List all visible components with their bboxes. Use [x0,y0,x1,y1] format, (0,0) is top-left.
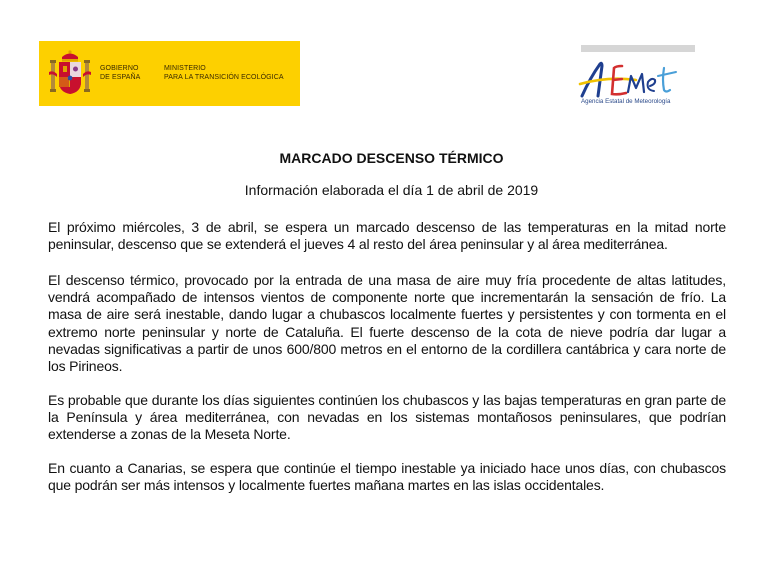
government-name-line2: DE ESPAÑA [100,73,141,81]
paragraph-3: Es probable que durante los días siguientes continúen los chubascos y las bajas temperaturas en gran parte de la Península y área mediterránea, con nevadas en los sistemas montañosos peninsulares, que podrían extenderse a zonas de la Meseta Norte. [48,392,726,443]
ministry-name-line1: MINISTERIO [164,65,206,72]
document-title: MARCADO DESCENSO TÉRMICO [279,150,504,166]
coat-of-arms-icon [48,48,92,98]
ministry-name-line2: PARA LA TRANSICIÓN ECOLÓGICA [164,73,284,81]
aemet-logo-bar [581,45,695,52]
aemet-logo-icon [578,58,688,100]
paragraph-1: El próximo miércoles, 3 de abril, se espera un marcado descenso de las temperaturas en la mitad norte peninsular, descenso que se extenderá el jueves 4 al resto del área peninsular y al área mediterránea. [48,219,726,253]
government-name-line1: GOBIERNO [100,65,139,72]
paragraph-4: En cuanto a Canarias, se espera que continúe el tiempo inestable ya iniciado hace unos días, con chubascos que podrán ser más intensos y localmente fuertes mañana martes en las islas occidentales. [48,460,726,494]
ministry-name [164,65,284,82]
document-subtitle: Información elaborada el día 1 de abril de 2019 [244,182,539,198]
paragraph-2: El descenso térmico, provocado por la entrada de una masa de aire muy fría procedente de altas latitudes, vendrá acompañado de intensos vientos de componente norte que incrementarán la sensación de frío. La masa de aire será inestable, dando lugar a chubascos localmente fuertes y persistentes y con tormenta en el extremo norte peninsular y norte de Cataluña. El fuerte descenso de la cota de nieve podría dar lugar a nevadas significativas a partir de unos 600/800 metros en el entorno de la cordillera cantábrica y cara norte de los Pirineos. [48,272,726,375]
government-logo-banner [39,41,300,106]
aemet-tagline: Agencia Estatal de Meteorología [581,98,671,105]
government-name [100,65,140,82]
